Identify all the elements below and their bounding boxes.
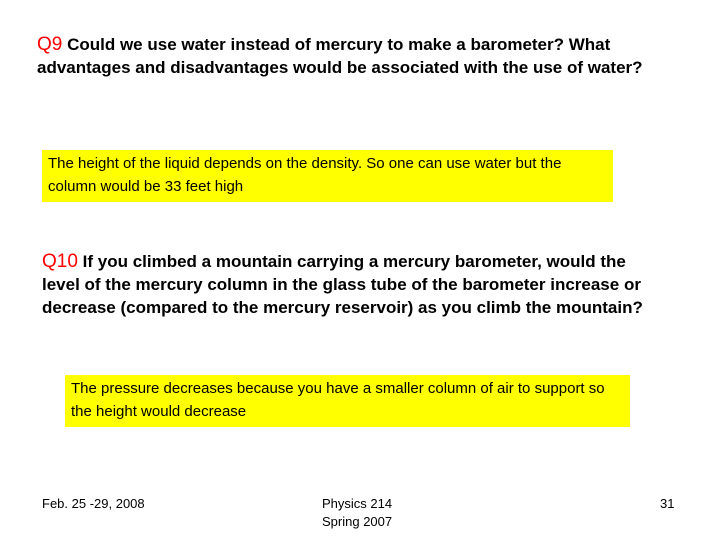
answer-10-box	[65, 375, 630, 427]
question-10-text: If you climbed a mountain carrying a mercury barometer, would the level of the mercury column in the glass tube of the barometer increase or decrease (compared to the mercury reservoir) as you climb the mountain?	[42, 252, 643, 317]
question-10	[42, 250, 662, 319]
question-9-text: Could we use water instead of mercury to make a barometer? What advantages and disadvantages would be associated with the use of water?	[37, 35, 643, 77]
answer-9-text: The height of the liquid depends on the density. So one can use water but the column would be 33 feet high	[48, 155, 562, 195]
footer-course	[322, 495, 392, 531]
question-10-number: Q10	[42, 251, 78, 272]
footer-course-line2: Spring 2007	[322, 514, 393, 529]
answer-9-box	[42, 150, 613, 202]
footer-date: Feb. 25 -29, 2008	[42, 496, 145, 511]
footer-course-line1: Physics 214	[322, 496, 393, 511]
answer-10-text: The pressure decreases because you have a smaller column of air to support so the height would decrease	[71, 380, 605, 420]
question-9	[37, 33, 697, 79]
question-9-number: Q9	[37, 34, 63, 55]
footer-page-number: 31	[660, 496, 675, 511]
